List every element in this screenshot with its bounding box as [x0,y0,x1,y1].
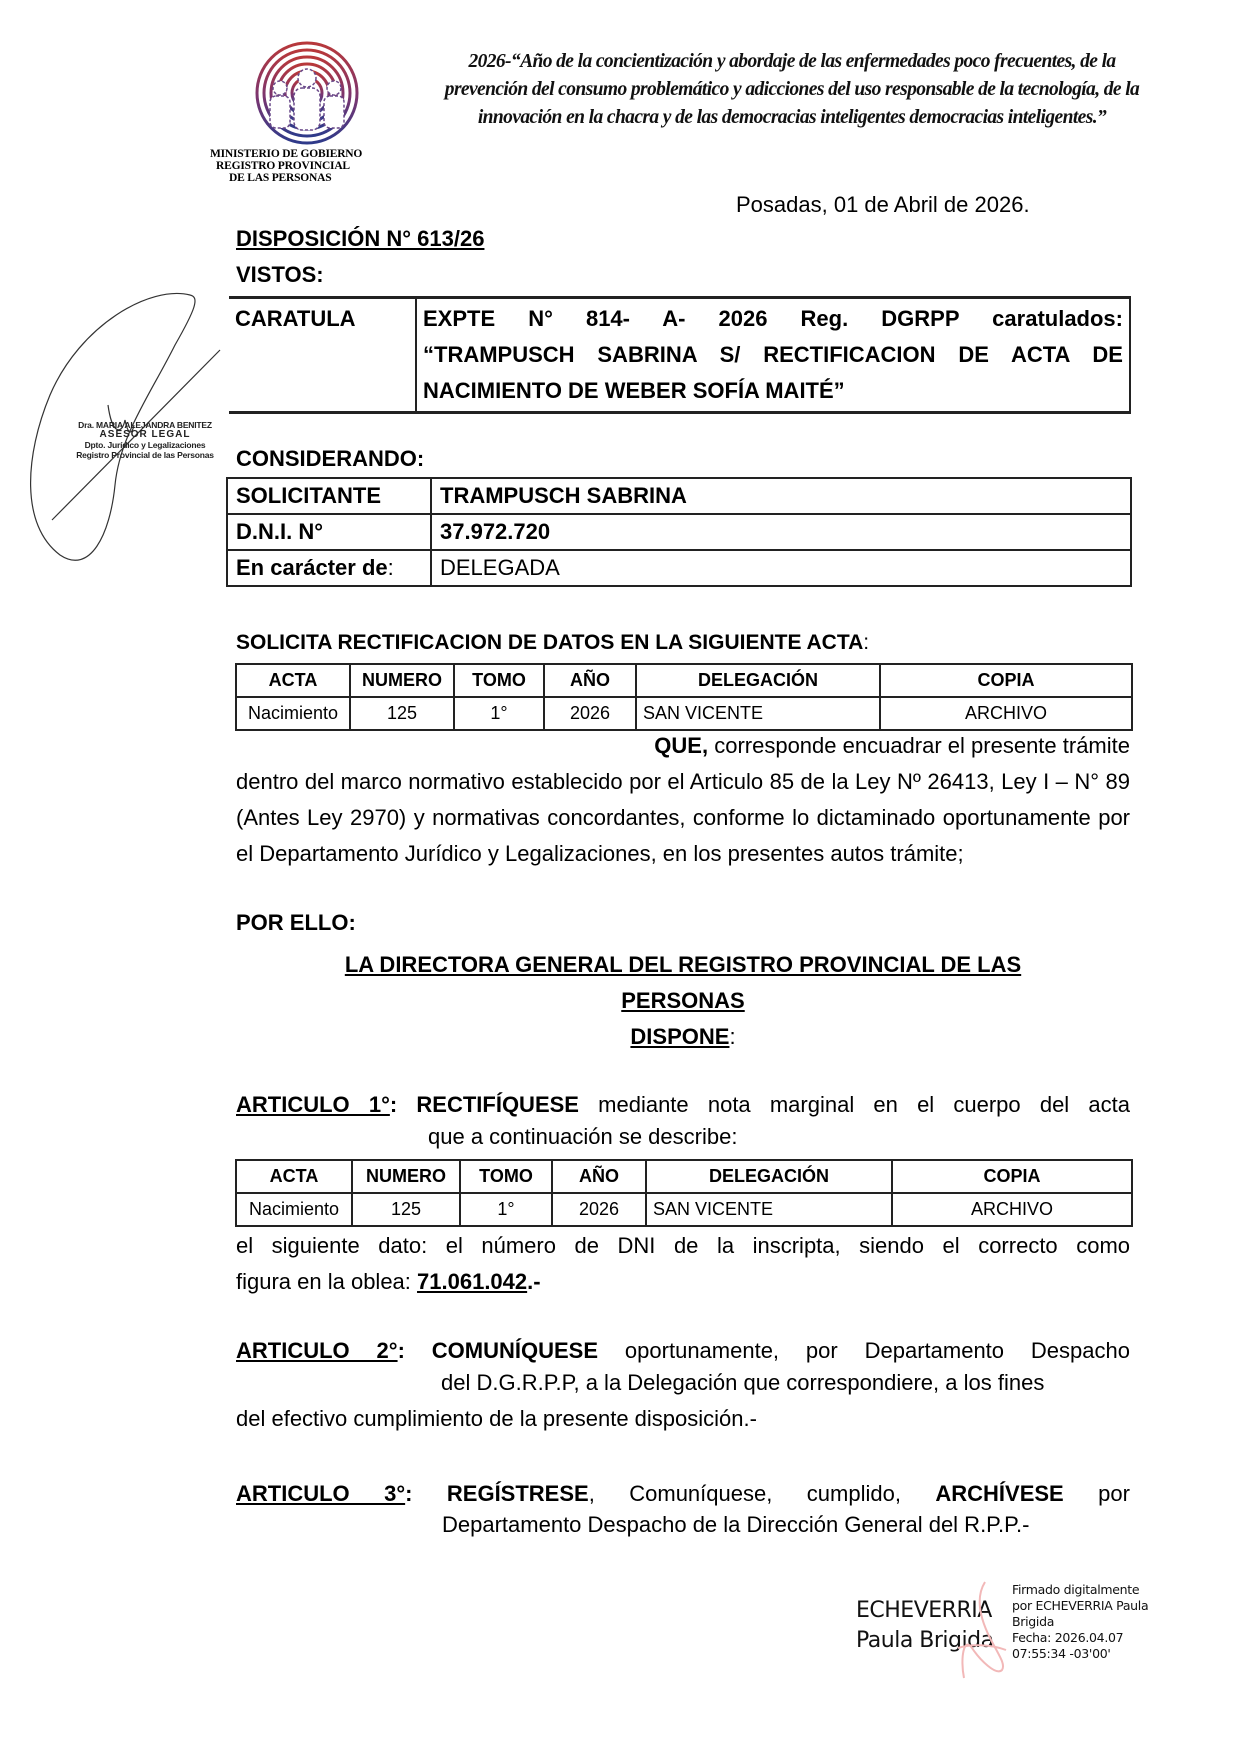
cell: Nacimiento [236,1193,352,1226]
vistos-heading: VISTOS: [236,262,324,287]
col-header: AÑO [544,664,636,697]
article-label: ARTICULO 2° [236,1338,398,1363]
table-row [227,478,1131,514]
article-sep: : [389,1092,417,1117]
dni-label: D.N.I. N° [227,514,431,550]
authority-line: PERSONAS [621,988,745,1013]
que-text: corresponde encuadrar el presente trámite [708,733,1130,758]
article-1-detail [236,1228,1130,1300]
cell: 125 [350,697,454,730]
caratula-label: CARATULA [229,298,416,413]
article-text: por [1063,1481,1130,1506]
stamp-line: Registro Provincial de las Personas [76,450,214,460]
caratula-line: “TRAMPUSCH SABRINA S/ RECTIFICACION DE ACTA DE [423,342,1123,367]
que-body: dentro del marco normativo establecido por el Articulo 85 de la Ley Nº 26413, Ley I – N° 89 (Antes Ley 2970) y normativas concordantes, conforme lo dictaminado oportunamente por el Departamento Jurídico y Legalizaciones, en los presentes autos trámite; [236,769,1130,866]
detail-line: el siguiente dato: el número de DNI de la inscripta, siendo el correcto como [236,1233,1130,1258]
applicant-table [226,477,1132,587]
date-line: Posadas, 01 de Abril de 2026. [736,192,1030,217]
table-row [227,514,1131,550]
disposition-title: DISPOSICIÓN N° 613/26 [236,226,485,251]
motto-line: innovación en la chacra y de las democracias inteligentes democracias inteligentes.” [477,107,1107,128]
capacity-value: DELEGADA [431,550,1131,586]
table-header-row [236,1160,1132,1193]
applicant-label: SOLICITANTE [227,478,431,514]
year-motto [432,48,1152,132]
article-1-continuation: que a continuación se describe: [428,1124,738,1149]
que-line [236,728,1130,764]
article-text: mediante nota marginal en el cuerpo del acta [578,1092,1130,1117]
cell: Nacimiento [236,697,350,730]
request-heading [236,631,869,655]
applicant-name: TRAMPUSCH SABRINA [431,478,1131,514]
caratula-line: EXPTE N° 814- A- 2026 Reg. DGRPP caratulados: [423,306,1123,331]
acta-table-rectify [235,1159,1133,1227]
ministry-line: REGISTRO PROVINCIAL [216,160,350,172]
sig-info-line: por ECHEVERRIA Paula [1012,1598,1149,1613]
col-header: TOMO [454,664,544,697]
cell: 2026 [544,697,636,730]
article-label: ARTICULO 1° [236,1092,390,1117]
col-header: ACTA [236,664,350,697]
corrected-dni: 71.061.042 [417,1269,528,1294]
table-row [236,697,1132,730]
que-paragraph [236,728,1130,872]
dispone-colon: : [729,1024,736,1049]
dispone-heading: DISPONE [630,1024,730,1049]
cell: 1° [460,1193,552,1226]
table-row [227,550,1131,586]
que-lead: QUE, [654,733,709,758]
signer-surname: ECHEVERRIA [856,1598,992,1623]
cell: 1° [454,697,544,730]
article-verb: RECTIFÍQUESE [416,1092,579,1117]
article-verb: ARCHÍVESE [935,1481,1064,1506]
article-2-line2: del D.G.R.P.P, a la Delegación que correspondiere, a los fines [441,1370,1045,1395]
digital-signature-info [1012,1582,1148,1662]
col-header: COPIA [880,664,1132,697]
authority-line: LA DIRECTORA GENERAL DEL REGISTRO PROVINCIAL DE LAS [344,952,1022,977]
motto-line: prevención del consumo problemático y adicciones del uso responsable de la tecnología, de la [444,79,1140,100]
article-verb: COMUNÍQUESE [431,1338,599,1363]
sig-info-line: Firmado digitalmente [1012,1582,1140,1597]
stamp-line: Dra. MARIA ALEJANDRA BENITEZ [78,420,212,430]
article-1 [236,1087,1130,1123]
capacity-label-colon: : [387,555,394,580]
article-label: ARTICULO 3° [236,1481,406,1506]
detail-prefix: figura en la oblea: [236,1269,418,1294]
caratula-table [229,296,1131,414]
table-row [236,1193,1132,1226]
considerando-heading: CONSIDERANDO: [236,446,425,471]
article-text: oportunamente, por Departamento Despacho [598,1338,1130,1363]
table-header-row [236,664,1132,697]
col-header: DELEGACIÓN [636,664,880,697]
pdf-signature-mark-icon [950,1578,1010,1686]
cell: SAN VICENTE [636,697,880,730]
ministry-line: MINISTERIO DE GOBIERNO [210,148,363,160]
motto-line: 2026-“Año de la concientización y abordaje de las enfermedades poco frecuentes, de la [468,51,1116,72]
corrected-suffix: .- [527,1269,541,1294]
stamp-line: ASESOR LEGAL [99,429,191,440]
sig-info-line: Fecha: 2026.04.07 [1012,1630,1124,1645]
cell: ARCHIVO [892,1193,1132,1226]
table-row [229,298,1130,413]
stamp-line: Dpto. Jurídico y Legalizaciones [84,440,206,450]
article-2 [236,1333,1130,1369]
col-header: NUMERO [350,664,454,697]
col-header: NUMERO [352,1160,460,1193]
sig-info-line: 07:55:34 -03'00' [1012,1646,1111,1661]
detail-line [236,1264,1130,1300]
ministry-name [180,148,430,184]
acta-table-request [235,663,1133,731]
request-heading-colon: : [863,631,870,654]
article-3 [236,1476,1130,1512]
sig-info-line: Brigida [1012,1614,1055,1629]
capacity-label [227,550,431,586]
ministry-line: DE LAS PERSONAS [229,172,332,184]
authority-title [236,947,1130,1055]
col-header: AÑO [552,1160,646,1193]
article-text: , Comuníquese, cumplido, [588,1481,936,1506]
fingerprint-people-logo-icon [232,38,382,148]
signer-given-name: Paula Brigida [856,1628,994,1653]
capacity-label-text: En carácter de [236,555,388,580]
article-2-line3: del efectivo cumplimiento de la presente disposición.- [236,1406,757,1431]
article-3-line2: Departamento Despacho de la Dirección General del R.P.P.- [442,1512,1030,1537]
col-header: COPIA [892,1160,1132,1193]
col-header: TOMO [460,1160,552,1193]
caratula-value [416,298,1130,413]
dispone-line [236,1019,1130,1055]
signature-seal [950,1578,1010,1686]
cell: SAN VICENTE [646,1193,892,1226]
caratula-line: NACIMIENTO DE WEBER SOFÍA MAITÉ” [423,378,845,403]
cell: 2026 [552,1193,646,1226]
por-ello-heading: POR ELLO: [236,910,356,935]
request-heading-text: SOLICITA RECTIFICACION DE DATOS EN LA SIGUIENTE ACTA [236,631,864,654]
dni-value: 37.972.720 [431,514,1131,550]
col-header: DELEGACIÓN [646,1160,892,1193]
article-sep: : [405,1481,447,1506]
article-sep: : [397,1338,432,1363]
ministry-logo [232,38,382,148]
cell: ARCHIVO [880,697,1132,730]
cell: 125 [352,1193,460,1226]
article-verb: REGÍSTRESE [446,1481,589,1506]
col-header: ACTA [236,1160,352,1193]
legal-advisor-stamp [70,420,220,460]
